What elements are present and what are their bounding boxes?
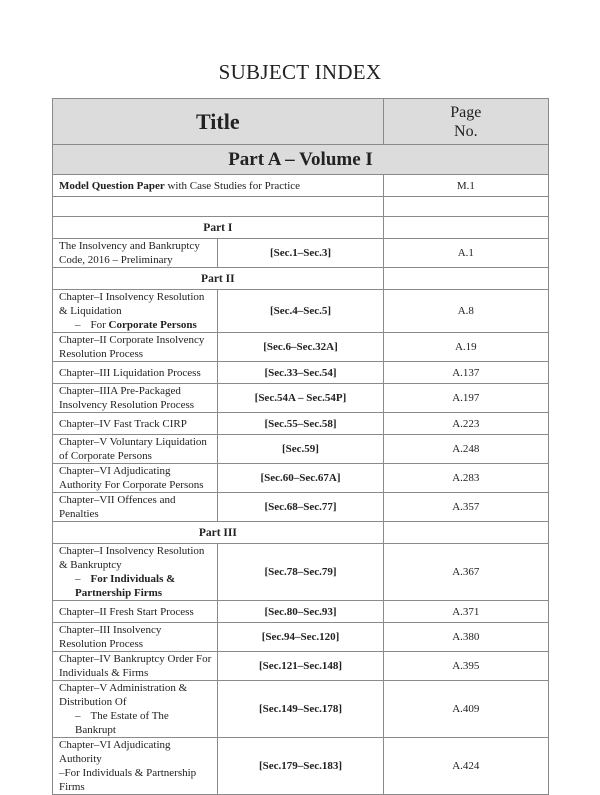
volume-heading-row <box>53 145 549 175</box>
section-range: [Sec.33–Sec.54] <box>218 362 383 384</box>
part-heading: Part II <box>53 268 384 290</box>
table-row <box>53 413 549 435</box>
table-row <box>53 290 549 333</box>
chapter-title: The Insolvency and Bankruptcy Code, 2016 – Preliminary <box>53 239 218 268</box>
page-header-line1: Page <box>450 103 482 121</box>
page-number: A.1 <box>383 239 548 268</box>
page-column-header <box>383 99 548 145</box>
chapter-title: Chapter–VI Adjudicating Authority For Corporate Persons <box>53 464 218 493</box>
table-row <box>53 652 549 681</box>
page-number: M.1 <box>383 175 548 197</box>
table-row <box>53 362 549 384</box>
chapter-subtitle: – For Individuals & Partnership Firms <box>75 573 176 599</box>
section-range: [Sec.149–Sec.178] <box>218 681 383 738</box>
page-number: A.395 <box>383 652 548 681</box>
model-title-bold: Model Question Paper <box>59 179 165 192</box>
section-range: [Sec.80–Sec.93] <box>218 601 383 623</box>
chapter-title: Chapter–II Fresh Start Process <box>53 601 218 623</box>
table-row <box>53 333 549 362</box>
part-heading-row <box>53 268 549 290</box>
chapter-title: Chapter–IV Bankruptcy Order For Individuals & Firms <box>53 652 218 681</box>
section-range: [Sec.179–Sec.183] <box>218 738 383 795</box>
chapter-title: Chapter–IIIA Pre-Packaged Insolvency Resolution Process <box>53 384 218 413</box>
chapter-title <box>53 738 218 795</box>
chapter-title: Chapter–III Liquidation Process <box>53 362 218 384</box>
table-row <box>53 493 549 522</box>
section-range: [Sec.78–Sec.79] <box>218 544 383 601</box>
part-heading: Part III <box>53 522 384 544</box>
page-number: A.19 <box>383 333 548 362</box>
section-range: [Sec.55–Sec.58] <box>218 413 383 435</box>
part-heading-row <box>53 217 549 239</box>
chapter-title: Chapter–III Insolvency Resolution Process <box>53 623 218 652</box>
page-number: A.409 <box>383 681 548 738</box>
section-range: [Sec.60–Sec.67A] <box>218 464 383 493</box>
page-number: A.197 <box>383 384 548 413</box>
chapter-title <box>53 544 218 601</box>
section-range: [Sec.54A – Sec.54P] <box>218 384 383 413</box>
section-range: [Sec.6–Sec.32A] <box>218 333 383 362</box>
page-number: A.283 <box>383 464 548 493</box>
model-question-paper-title <box>53 175 384 197</box>
page-number: A.424 <box>383 738 548 795</box>
page-number: A.367 <box>383 544 548 601</box>
table-row <box>53 601 549 623</box>
chapter-subtitle: – The Estate of The Bankrupt <box>75 710 169 736</box>
section-range: [Sec.121–Sec.148] <box>218 652 383 681</box>
title-column-header: Title <box>53 99 384 145</box>
chapter-title: Chapter–V Voluntary Liquidation of Corporate Persons <box>53 435 218 464</box>
table-header-row <box>53 99 549 145</box>
section-range: [Sec.68–Sec.77] <box>218 493 383 522</box>
table-row <box>53 681 549 738</box>
table-row <box>53 544 549 601</box>
chapter-title: Chapter–VII Offences and Penalties <box>53 493 218 522</box>
part-heading-row <box>53 522 549 544</box>
section-range: [Sec.4–Sec.5] <box>218 290 383 333</box>
table-row <box>53 384 549 413</box>
chapter-subtitle: – For Corporate Persons <box>75 319 197 331</box>
chapter-title: Chapter–IV Fast Track CIRP <box>53 413 218 435</box>
chapter-title <box>53 681 218 738</box>
page-number: A.371 <box>383 601 548 623</box>
page-number: A.380 <box>383 623 548 652</box>
chapter-title: Chapter–II Corporate Insolvency Resolution Process <box>53 333 218 362</box>
table-row <box>53 239 549 268</box>
part-heading: Part I <box>53 217 384 239</box>
table-row <box>53 464 549 493</box>
chapter-title-main: Chapter–I Insolvency Resolution & Liquidation <box>59 291 205 317</box>
page-header-line2: No. <box>454 122 478 140</box>
page-number: A.223 <box>383 413 548 435</box>
chapter-subtitle: –For Individuals & Partnership Firms <box>59 767 197 793</box>
section-range: [Sec.94–Sec.120] <box>218 623 383 652</box>
table-row <box>53 738 549 795</box>
page-number: A.137 <box>383 362 548 384</box>
blank-row <box>53 197 549 217</box>
volume-heading: Part A – Volume I <box>53 145 549 175</box>
chapter-title-main: Chapter–I Insolvency Resolution & Bankruptcy <box>59 545 205 571</box>
table-row <box>53 623 549 652</box>
chapter-title-main: Chapter–V Administration & Distribution Of <box>59 682 188 708</box>
page-number: A.8 <box>383 290 548 333</box>
page-number: A.357 <box>383 493 548 522</box>
table-row <box>53 435 549 464</box>
section-range: [Sec.1–Sec.3] <box>218 239 383 268</box>
section-range: [Sec.59] <box>218 435 383 464</box>
model-title-rest: with Case Studies for Practice <box>164 179 301 192</box>
table-row <box>53 175 549 197</box>
page-title: SUBJECT INDEX <box>218 60 382 84</box>
chapter-title-main: Chapter–VI Adjudicating Authority <box>59 739 171 765</box>
page-number: A.248 <box>383 435 548 464</box>
chapter-title <box>53 290 218 333</box>
subject-index-table <box>52 98 549 795</box>
